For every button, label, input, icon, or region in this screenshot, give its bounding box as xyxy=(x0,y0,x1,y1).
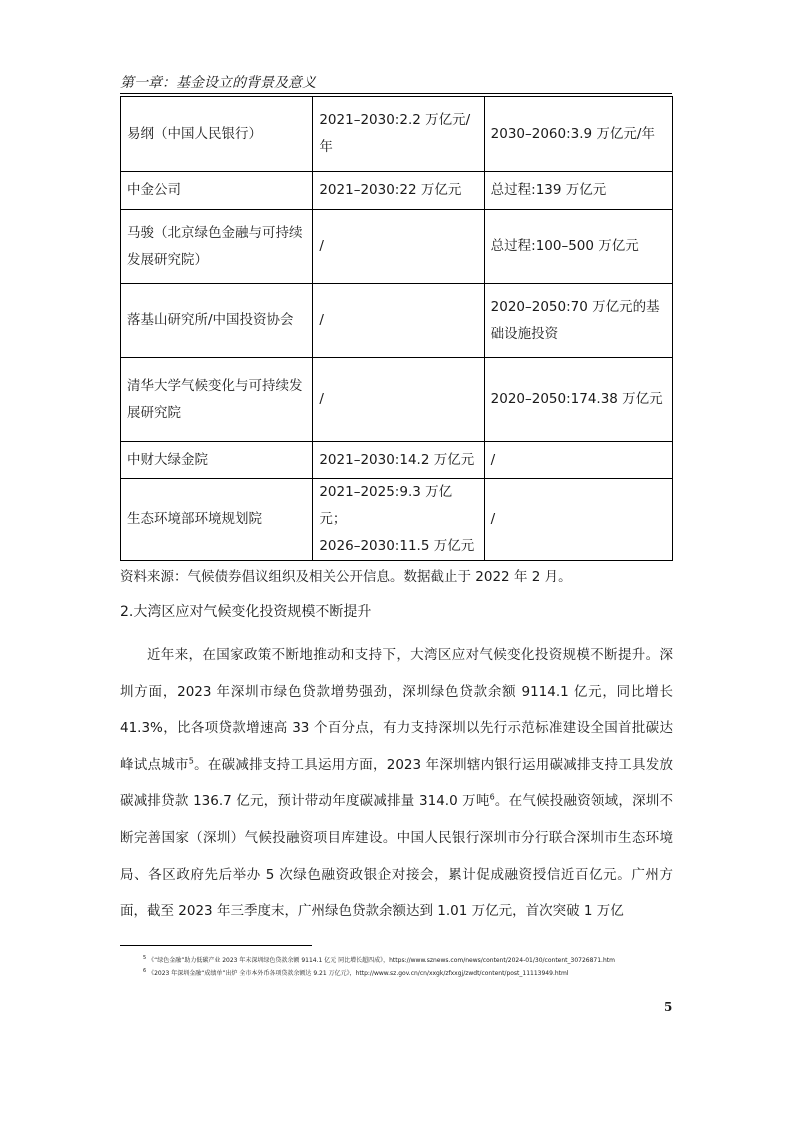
footnote-text[interactable]: 《“绿色金融”助力低碳产业 2023 年末深圳绿色贷款余额 9114.1 亿元 同比增长超四成》，https://www.sznews.com/news/content/2024-01/30/content_30726871.htm xyxy=(148,957,615,964)
table-row xyxy=(121,358,673,442)
body-paragraph xyxy=(120,637,673,930)
table-row xyxy=(121,210,673,284)
table-cell-period2: 2020–2050:174.38 万亿元 xyxy=(484,358,672,442)
table-cell-period1 xyxy=(313,479,484,561)
period1-line-a: 2021–2025:9.3 万亿元； xyxy=(319,484,453,527)
footnote-divider xyxy=(120,945,312,946)
table-row xyxy=(121,172,673,210)
table-cell-org: 易纲（中国人民银行） xyxy=(121,97,313,172)
table-row xyxy=(121,97,673,172)
table-cell-period2: / xyxy=(484,442,672,479)
page-number: 5 xyxy=(664,1000,673,1014)
paragraph-text: 近年来，在国家政策不断地推动和支持下，大湾区应对气候变化投资规模不断提升。深圳方面，2023 年深圳市绿色贷款增势强劲，深圳绿色贷款余额 9114.1 亿元，同比增长 41.3%，比各项贷款增速高 33 个百分点，有力支持深圳以先行示范标准建设全国首批碳达峰试点城市 xyxy=(120,647,673,773)
source-note: 资料来源：气候债券倡议组织及相关公开信息。数据截止于 2022 年 2 月。 xyxy=(120,569,572,585)
footnote xyxy=(143,955,615,964)
table-cell-period2: 总过程:100–500 万亿元 xyxy=(484,210,672,284)
footnote-number: 6 xyxy=(143,968,147,974)
paragraph-text: 。在气候投融资领域，深圳不断完善国家（深圳）气候投融资项目库建设。中国人民银行深圳市分行联合深圳市生态环境局、各区政府先后举办 5 次绿色融资政银企对接会，累计促成融资授信近百亿元。广州方面，截至 2023 年三季度末，广州绿色贷款余额达到 1.01 万亿元，首次突破 1 万亿 xyxy=(120,793,673,920)
table-cell-org: 中金公司 xyxy=(121,172,313,210)
table-cell-period1: 2021–2030:22 万亿元 xyxy=(313,172,484,210)
table-cell-period2: 2030–2060:3.9 万亿元/年 xyxy=(484,97,672,172)
table-row xyxy=(121,479,673,561)
table-cell-org: 清华大学气候变化与可持续发展研究院 xyxy=(121,358,313,442)
table-cell-period1: 2021–2030:14.2 万亿元 xyxy=(313,442,484,479)
table-cell-period1: 2021–2030:2.2 万亿元/年 xyxy=(313,97,484,172)
table-cell-org: 生态环境部环境规划院 xyxy=(121,479,313,561)
table-cell-org: 落基山研究所/中国投资协会 xyxy=(121,284,313,358)
table-row xyxy=(121,284,673,358)
table-cell-period2: 总过程:139 万亿元 xyxy=(484,172,672,210)
footnote-number: 5 xyxy=(143,955,147,961)
table-cell-period1: / xyxy=(313,210,484,284)
table-cell-period1: / xyxy=(313,284,484,358)
table-cell-period2: / xyxy=(484,479,672,561)
investment-estimate-table xyxy=(120,96,673,561)
footnote-ref[interactable]: 5 xyxy=(188,756,194,766)
footnote-text[interactable]: 《2023 年深圳金融“成绩单”出炉 全市本外币各项贷款余额达 9.21 万亿元》，http://www.sz.gov.cn/cn/xxgk/zfxxgj/zwdt/content/post_11113949.html xyxy=(148,970,569,977)
table-row xyxy=(121,442,673,479)
section-title: 2.大湾区应对气候变化投资规模不断提升 xyxy=(120,604,372,620)
table-cell-org: 中财大绿金院 xyxy=(121,442,313,479)
footnote xyxy=(143,968,569,977)
footnote-ref[interactable]: 6 xyxy=(489,792,495,802)
paragraph-text: 。在碳减排支持工具运用方面，2023 年深圳辖内银行运用碳减排支持工具发放碳减排贷款 136.7 亿元，预计带动年度碳减排量 314.0 万吨 xyxy=(120,756,674,810)
table-cell-period2: 2020–2050:70 万亿元的基础设施投资 xyxy=(484,284,672,358)
chapter-header: 第一章：基金设立的背景及意义 xyxy=(120,72,672,94)
table-cell-org: 马骏（北京绿色金融与可持续发展研究院） xyxy=(121,210,313,284)
period1-line-b: 2026–2030:11.5 万亿元 xyxy=(319,538,475,554)
table-cell-period1: / xyxy=(313,358,484,442)
